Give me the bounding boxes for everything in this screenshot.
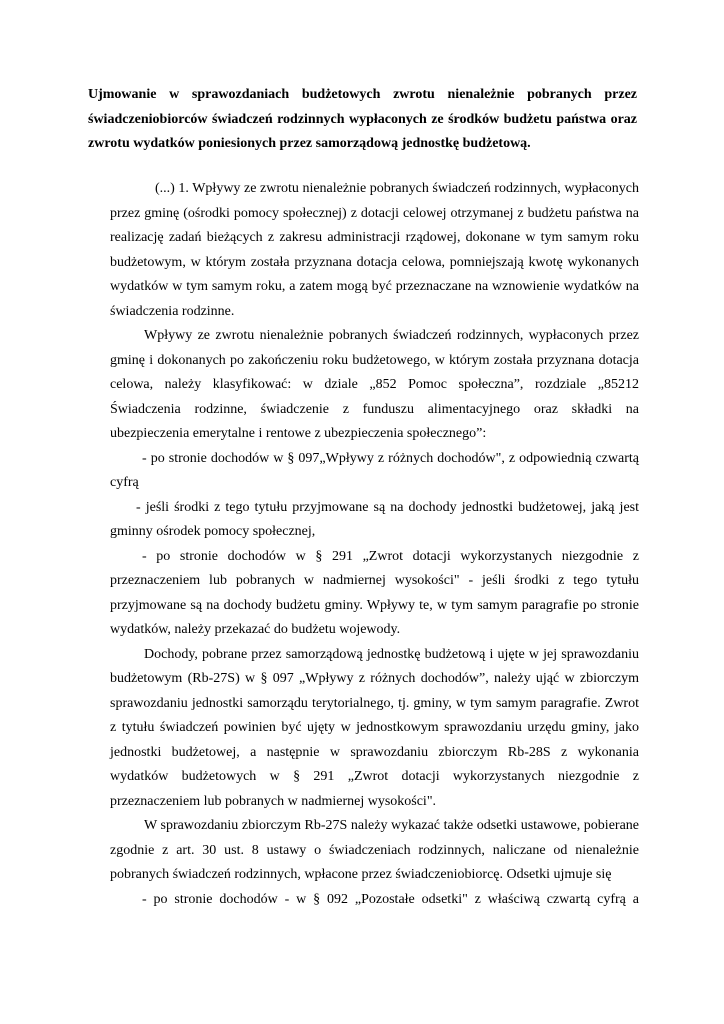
paragraph-classification: Wpływy ze zwrotu nienależnie pobranych świadczeń rodzinnych, wypłaconych przez gminę i dokonanych po zakończeniu roku budżetowego, w którym została przyznana dotacja celowa, należy klasyfikować: w dziale „852 Pomoc społeczna”, rozdziale „85212 Świadczenia rodzinne, świadczenie z funduszu alimentacyjnego oraz składki na ubezpieczenia emerytalne i rentowe z ubezpieczenia społecznego”:: [110, 328, 639, 441]
document-body: [110, 177, 639, 912]
paragraph-interest: W sprawozdaniu zbiorczym Rb-27S należy wykazać także odsetki ustawowe, pobierane zgodnie z art. 30 ust. 8 ustawy o świadczeniach rodzinnych, naliczane od nienależnie pobranych świadczeń rodzinnych, wpłacone przez świadczeniobiorcę. Odsetki ujmuje się: [110, 818, 639, 882]
document-title: Ujmowanie w sprawozdaniach budżetowych zwrotu nienależnie pobranych przez świadczeniobiorców świadczeń rodzinnych wypłaconych ze środków budżetu państwa oraz zwrotu wydatków poniesionych przez samorządową jednostkę budżetową.: [88, 87, 637, 151]
list-item-paragraph-092: - po stronie dochodów - w § 092 „Pozostałe odsetki" z właściwą czwartą cyfrą a: [142, 891, 639, 907]
paragraph-reporting: Dochody, pobrane przez samorządową jednostkę budżetową i ujęte w jej sprawozdaniu budżetowym (Rb-27S) w § 097 „Wpływy z różnych dochodów”, należy ująć w zbiorczym sprawozdaniu jednostki samorządu terytorialnego, tj. gminy, w tym samym paragrafie. Zwrot z tytułu świadczeń powinien być ujęty w jednostkowym sprawozdaniu urzędu gminy, jako jednostki budżetowej, a następnie w sprawozdaniu zbiorczym Rb-28S z wykonania wydatków budżetowych w § 291 „Zwrot dotacji wykorzystanych niezgodnie z przeznaczeniem lub pobranych w nadmiernej wysokości".: [110, 646, 639, 809]
list-item-paragraph-097: - po stronie dochodów w § 097„Wpływy z różnych dochodów", z odpowiednią czwartą cyfrą: [110, 450, 639, 490]
list-item-gops-income: - jeśli środki z tego tytułu przyjmowane są na dochody jednostki budżetowej, jaką jest gminny ośrodek pomocy społecznej,: [110, 499, 639, 539]
paragraph-intro: (...) 1. Wpływy ze zwrotu nienależnie pobranych świadczeń rodzinnych, wypłaconych przez gminę (ośrodki pomocy społecznej) z dotacji celowej otrzymanej z budżetu państwa na realizację zadań bieżących z zakresu administracji rządowej, dokonane w tym samym roku budżetowym, w którym została przyznana dotacja celowa, pomniejszają kwotę wykonanych wydatków w tym samym roku, a zatem mogą być przeznaczane na wznowienie wydatków na świadczenia rodzinne.: [110, 181, 639, 319]
list-item-paragraph-291: - po stronie dochodów w § 291 „Zwrot dotacji wykorzystanych niezgodnie z przeznaczeniem lub pobranych w nadmiernej wysokości" - jeśli środki z tego tytułu przyjmowane są na dochody budżetu gminy. Wpływy te, w tym samym paragrafie po stronie wydatków, należy przekazać do budżetu wojewody.: [110, 548, 639, 637]
